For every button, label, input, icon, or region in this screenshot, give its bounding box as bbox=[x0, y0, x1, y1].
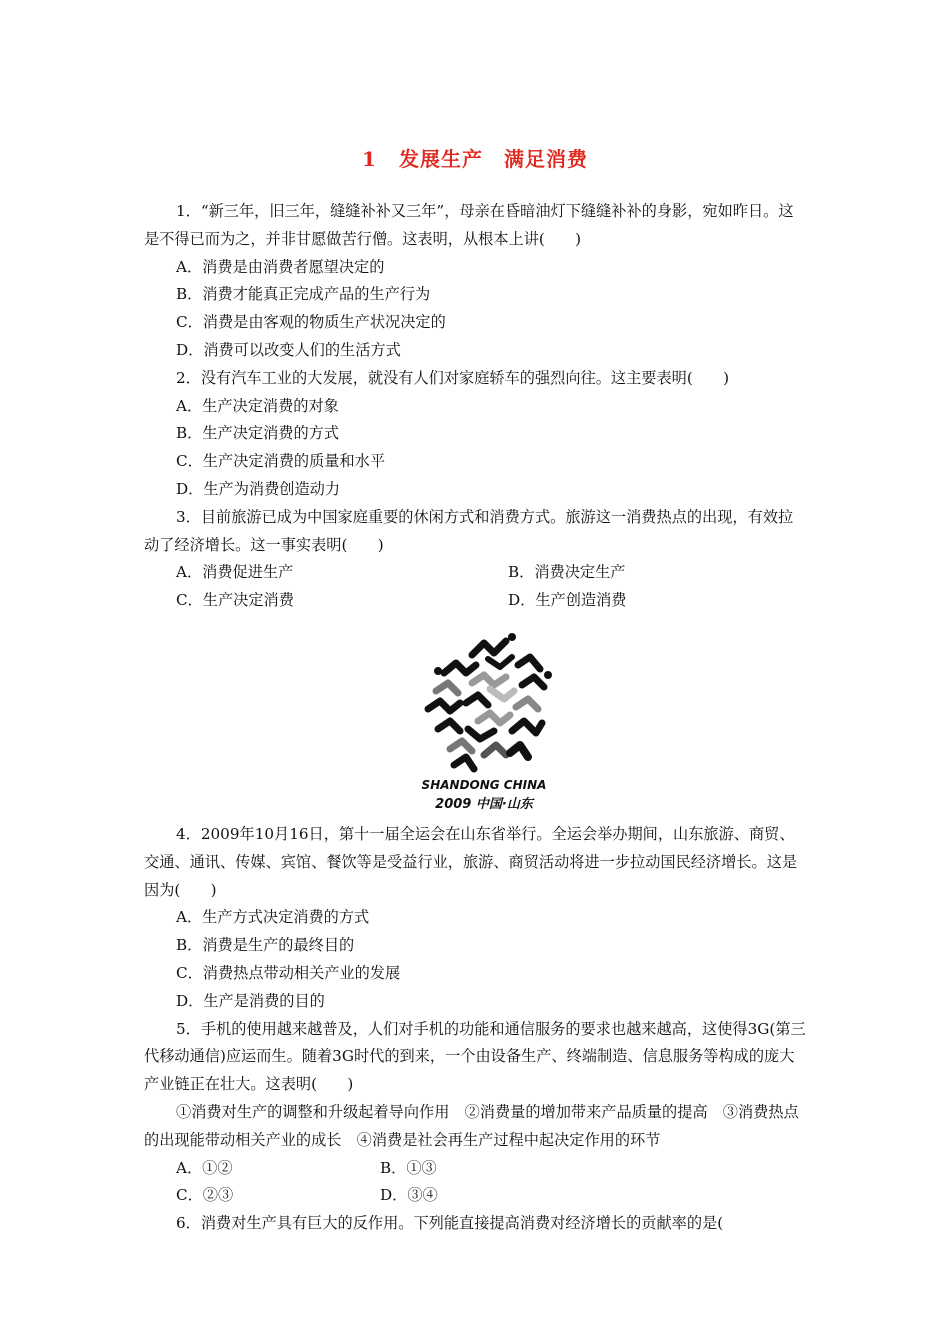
lesson-number: 1 bbox=[362, 147, 377, 171]
question-4 bbox=[144, 821, 808, 1016]
question-5 bbox=[144, 1016, 808, 1211]
option-b[interactable]: B．消费决定生产 bbox=[508, 563, 626, 582]
question-3 bbox=[144, 504, 808, 615]
option-row bbox=[144, 587, 808, 615]
figure bbox=[144, 621, 808, 821]
option-a[interactable]: A．①② bbox=[176, 1158, 233, 1177]
option-d[interactable]: D．消费可以改变人们的生活方式 bbox=[176, 340, 401, 359]
option-c[interactable]: C．②③ bbox=[176, 1186, 234, 1205]
page-title bbox=[0, 143, 950, 172]
option-c[interactable]: C．生产决定消费的质量和水平 bbox=[176, 452, 386, 471]
logo-text-line2: 2009 中国·山东 bbox=[435, 796, 533, 812]
question-stem: 5．手机的使用越来越普及，人们对手机的功能和通信服务的要求也越来越高，这使得3G(第三代移动通信)应运而生。随着3G时代的到来，一个由设备生产、终端制造、信息服务等构成的庞大产业链正在壮大。这表明( ) bbox=[144, 1019, 806, 1094]
national-games-2009-logo-icon bbox=[414, 625, 554, 815]
option-a[interactable]: A．生产决定消费的对象 bbox=[176, 396, 339, 415]
option-b[interactable]: B．消费是生产的最终目的 bbox=[176, 936, 355, 955]
option-c[interactable]: C．消费热点带动相关产业的发展 bbox=[176, 963, 401, 982]
question-6 bbox=[144, 1210, 808, 1238]
option-d[interactable]: D．生产是消费的目的 bbox=[176, 991, 325, 1010]
option-b[interactable]: B．消费才能真正完成产品的生产行为 bbox=[176, 285, 431, 304]
question-statements: ①消费对生产的调整和升级起着导向作用 ②消费量的增加带来产品质量的提高 ③消费热点的出现能带动相关产业的成长 ④消费是社会再生产过程中起决定作用的环节 bbox=[144, 1102, 799, 1149]
option-c[interactable]: C．生产决定消费 bbox=[176, 591, 294, 610]
option-d[interactable]: D．③④ bbox=[380, 1186, 438, 1205]
question-stem: 1．“新三年，旧三年，缝缝补补又三年”，母亲在昏暗油灯下缝缝补补的身影，宛如昨日。这是不得已而为之，并非甘愿做苦行僧。这表明，从根本上讲( ) bbox=[144, 202, 794, 248]
question-2 bbox=[144, 365, 808, 504]
option-b[interactable]: B．①③ bbox=[380, 1158, 437, 1177]
option-b[interactable]: B．生产决定消费的方式 bbox=[176, 424, 340, 443]
question-stem: 4．2009年10月16日，第十一届全运会在山东省举行。全运会举办期间，山东旅游、商贸、交通、通讯、传媒、宾馆、餐饮等是受益行业，旅游、商贸活动将进一步拉动国民经济增长。这是因为( ) bbox=[144, 824, 798, 899]
lesson-title: 发展生产 满足消费 bbox=[398, 147, 588, 171]
question-stem: 3．目前旅游已成为中国家庭重要的休闲方式和消费方式。旅游这一消费热点的出现，有效拉动了经济增长。这一事实表明( ) bbox=[144, 507, 794, 554]
option-d[interactable]: D．生产创造消费 bbox=[508, 591, 627, 610]
option-c[interactable]: C．消费是由客观的物质生产状况决定的 bbox=[176, 313, 446, 332]
option-d[interactable]: D．生产为消费创造动力 bbox=[176, 479, 341, 498]
option-a[interactable]: A．生产方式决定消费的方式 bbox=[176, 908, 370, 927]
option-row bbox=[144, 559, 808, 587]
question-1 bbox=[144, 198, 808, 365]
option-a[interactable]: A．消费是由消费者愿望决定的 bbox=[176, 257, 385, 276]
logo-text-line1: SHANDONG CHINA bbox=[421, 777, 547, 792]
option-a[interactable]: A．消费促进生产 bbox=[176, 563, 294, 582]
question-stem: 2．没有汽车工业的大发展，就没有人们对家庭轿车的强烈向往。这主要表明( ) bbox=[176, 368, 730, 387]
question-list bbox=[144, 198, 808, 1238]
question-stem: 6．消费对生产具有巨大的反作用。下列能直接提高消费对经济增长的贡献率的是( bbox=[176, 1214, 724, 1233]
option-row bbox=[144, 1182, 808, 1210]
option-row bbox=[144, 1155, 808, 1183]
